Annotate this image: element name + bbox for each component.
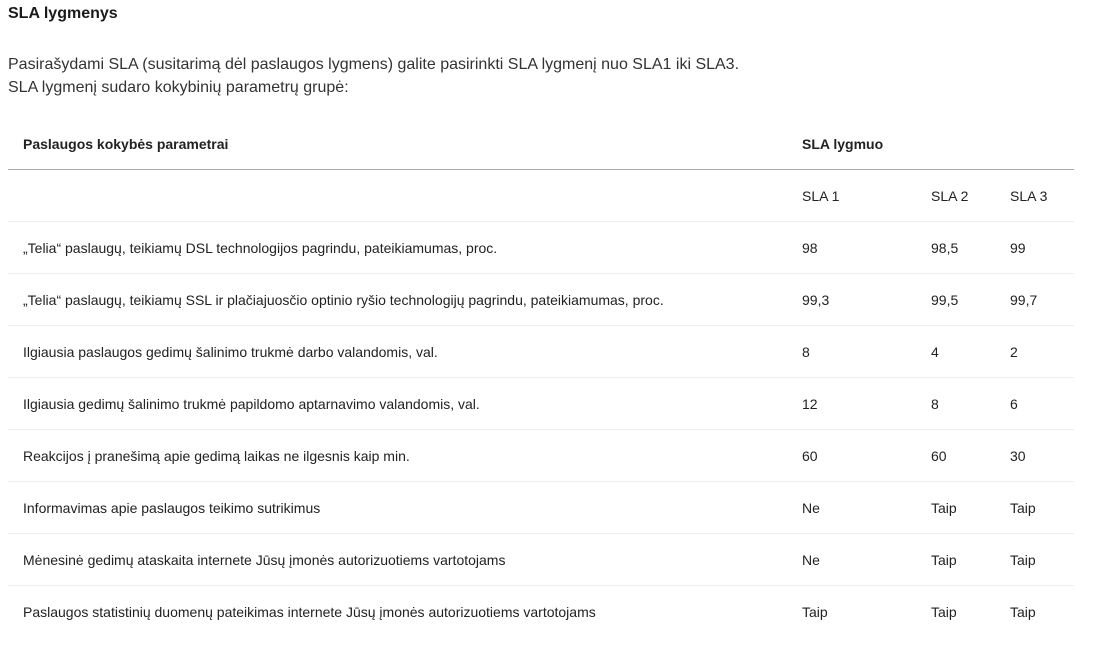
row-sla3-cell: 30 — [1010, 430, 1074, 482]
row-sla1-cell: 12 — [802, 378, 931, 430]
intro-line-1: Pasirašydami SLA (susitarimą dėl paslaugos lygmens) galite pasirinkti SLA lygmenį nuo SLA1 iki SLA3. — [8, 56, 740, 73]
row-sla3-cell: Taip — [1010, 603, 1036, 620]
table-row — [8, 326, 1074, 378]
row-param-cell: Reakcijos į pranešimą apie gedimą laikas ne ilgesnis kaip min. — [8, 430, 802, 482]
table-row — [8, 274, 1074, 326]
row-param-cell: Mėnesinė gedimų ataskaita internete Jūsų įmonės autorizuotiems vartotojams — [8, 534, 802, 586]
subheader-param — [8, 170, 802, 222]
row-param-cell: „Telia“ paslaugų, teikiamų DSL technologijos pagrindu, pateikiamumas, proc. — [8, 222, 802, 274]
row-sla2-cell: 8 — [931, 378, 1010, 430]
header-sla-level: SLA lygmuo — [802, 118, 1074, 170]
table-subheader-row — [8, 170, 1074, 222]
sla-table — [8, 118, 1074, 637]
row-sla1-cell: Ne — [802, 534, 931, 586]
row-param-cell: Informavimas apie paslaugos teikimo sutrikimus — [8, 482, 802, 534]
header-param: Paslaugos kokybės parametrai — [8, 118, 802, 170]
row-sla3-cell: 99 — [1010, 222, 1074, 274]
table-row — [8, 534, 1074, 586]
table-row — [8, 378, 1074, 430]
table-row — [8, 222, 1074, 274]
subheader-sla3: SLA 3 — [1010, 170, 1074, 222]
row-sla3-cell: 99,7 — [1010, 274, 1074, 326]
row-sla2-cell: 60 — [931, 430, 1010, 482]
row-sla2-cell: Taip — [931, 482, 1010, 534]
row-sla1-cell: Taip — [802, 603, 828, 620]
table-header-row — [8, 118, 1074, 170]
intro-line-2: SLA lygmenį sudaro kokybinių parametrų grupė: — [8, 79, 349, 96]
table-row — [8, 586, 1074, 638]
row-sla3-cell: Taip — [1010, 534, 1074, 586]
subheader-sla2: SLA 2 — [931, 170, 1010, 222]
row-param-cell: „Telia“ paslaugų, teikiamų SSL ir plačiajuosčio optinio ryšio technologijų pagrindu, pateikiamumas, proc. — [8, 274, 802, 326]
page-title: SLA lygmenys — [8, 5, 118, 22]
row-sla2-cell: 4 — [931, 326, 1010, 378]
row-sla2-cell: 98,5 — [931, 222, 1010, 274]
row-sla2-cell: 99,5 — [931, 274, 1010, 326]
row-sla1-cell: 8 — [802, 326, 931, 378]
table-row — [8, 482, 1074, 534]
table-row — [8, 430, 1074, 482]
subheader-sla1: SLA 1 — [802, 170, 931, 222]
row-sla1-cell: 98 — [802, 222, 931, 274]
intro-text — [8, 53, 739, 99]
row-sla3-cell: Taip — [1010, 482, 1074, 534]
row-sla3-cell: 2 — [1010, 326, 1074, 378]
row-sla1-cell: 99,3 — [802, 274, 931, 326]
row-sla1-cell: 60 — [802, 430, 931, 482]
row-param-cell: Paslaugos statistinių duomenų pateikimas internete Jūsų įmonės autorizuotiems vartotojams — [23, 603, 596, 620]
row-sla2-cell: Taip — [931, 534, 1010, 586]
row-sla3-cell: 6 — [1010, 378, 1074, 430]
row-param-cell: Ilgiausia paslaugos gedimų šalinimo trukmė darbo valandomis, val. — [8, 326, 802, 378]
row-sla2-cell: Taip — [931, 603, 957, 620]
row-param-cell: Ilgiausia gedimų šalinimo trukmė papildomo aptarnavimo valandomis, val. — [8, 378, 802, 430]
row-sla1-cell: Ne — [802, 482, 931, 534]
